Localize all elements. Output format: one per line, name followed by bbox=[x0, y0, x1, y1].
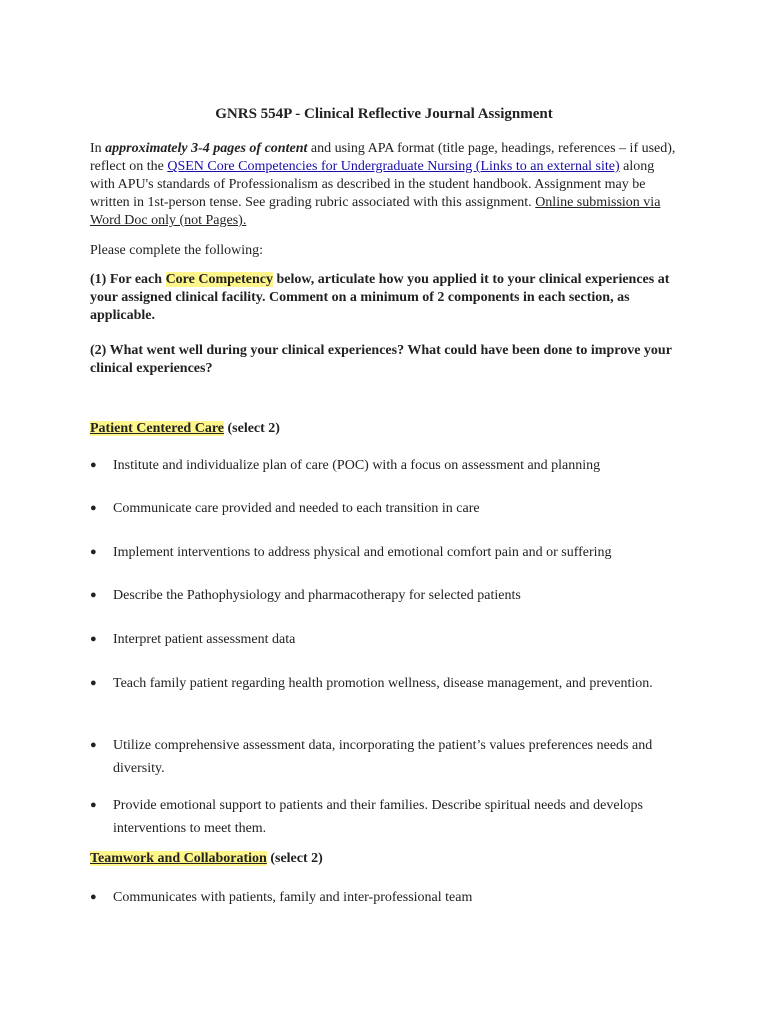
bullet-icon: ● bbox=[90, 677, 97, 689]
list-item-text: Communicates with patients, family and inter-professional team bbox=[113, 890, 473, 905]
list-item bbox=[90, 794, 680, 840]
intro-text-3: along with APU's standards of Professionalism as described in the student handbook. Assignment may be written in 1st-person tense. See grading rubric associated with this assignment. bbox=[90, 159, 655, 210]
list-item-text: Interpret patient assessment data bbox=[113, 632, 296, 647]
list-item-text: Teach family patient regarding health promotion wellness, disease management, and prevention. bbox=[113, 676, 653, 691]
bullet-icon: ● bbox=[90, 891, 97, 903]
bullet-icon: ● bbox=[90, 589, 97, 601]
section-note: (select 2) bbox=[266, 851, 323, 866]
qsen-link[interactable]: QSEN Core Competencies for Undergraduate Nursing (Links to an external site) bbox=[167, 159, 620, 174]
intro-text-2: and using APA format (title page, headings, references – if used), reflect on the bbox=[90, 141, 676, 174]
section-heading-patient-centered-care bbox=[90, 420, 280, 438]
submission-note: Online submission via Word Doc only (not Pages). bbox=[90, 195, 661, 228]
list-item bbox=[90, 454, 680, 477]
list-item-text: Utilize comprehensive assessment data, incorporating the patient’s values preferences needs and diversity. bbox=[113, 738, 653, 776]
list-item bbox=[90, 541, 680, 564]
bullet-icon: ● bbox=[90, 799, 97, 811]
question-1-rest: below, articulate how you applied it to your clinical experiences at your assigned clinical facility. Comment on a minimum of 2 components in each section, as applicable. bbox=[90, 272, 670, 323]
section-heading-teamwork-collaboration bbox=[90, 850, 323, 868]
document-title: GNRS 554P - Clinical Reflective Journal Assignment bbox=[215, 106, 553, 122]
list-item bbox=[90, 734, 680, 780]
intro-text-1: In bbox=[90, 141, 106, 156]
question-2: (2) What went well during your clinical experiences? What could have been done to improve your clinical experiences? bbox=[90, 343, 672, 376]
list-item-text: Provide emotional support to patients and their families. Describe spiritual needs and develops interventions to meet them. bbox=[113, 798, 643, 836]
intro-emphasis: approximately 3-4 pages of content bbox=[105, 141, 308, 156]
intro-paragraph bbox=[90, 140, 680, 230]
please-complete-text: Please complete the following: bbox=[90, 243, 264, 258]
bullet-icon: ● bbox=[90, 502, 97, 514]
list-item bbox=[90, 628, 680, 651]
list-item bbox=[90, 672, 680, 695]
list-item-text: Describe the Pathophysiology and pharmacotherapy for selected patients bbox=[113, 588, 521, 603]
list-item bbox=[90, 886, 680, 909]
question-1-prefix: (1) For each bbox=[90, 272, 166, 287]
core-competency-highlight: Core Competency bbox=[165, 272, 273, 287]
list-item bbox=[90, 584, 680, 607]
section-note: (select 2) bbox=[224, 421, 280, 436]
section-name: Teamwork and Collaboration bbox=[90, 851, 267, 866]
list-item-text: Implement interventions to address physical and emotional comfort pain and or suffering bbox=[113, 545, 612, 560]
bullet-icon: ● bbox=[90, 459, 97, 471]
list-item-text: Communicate care provided and needed to each transition in care bbox=[113, 501, 480, 516]
bullet-icon: ● bbox=[90, 633, 97, 645]
list-item bbox=[90, 497, 680, 520]
list-item-text: Institute and individualize plan of care (POC) with a focus on assessment and planning bbox=[113, 458, 601, 473]
question-1 bbox=[90, 271, 680, 325]
bullet-icon: ● bbox=[90, 739, 97, 751]
section-name: Patient Centered Care bbox=[90, 421, 224, 436]
bullet-icon: ● bbox=[90, 546, 97, 558]
